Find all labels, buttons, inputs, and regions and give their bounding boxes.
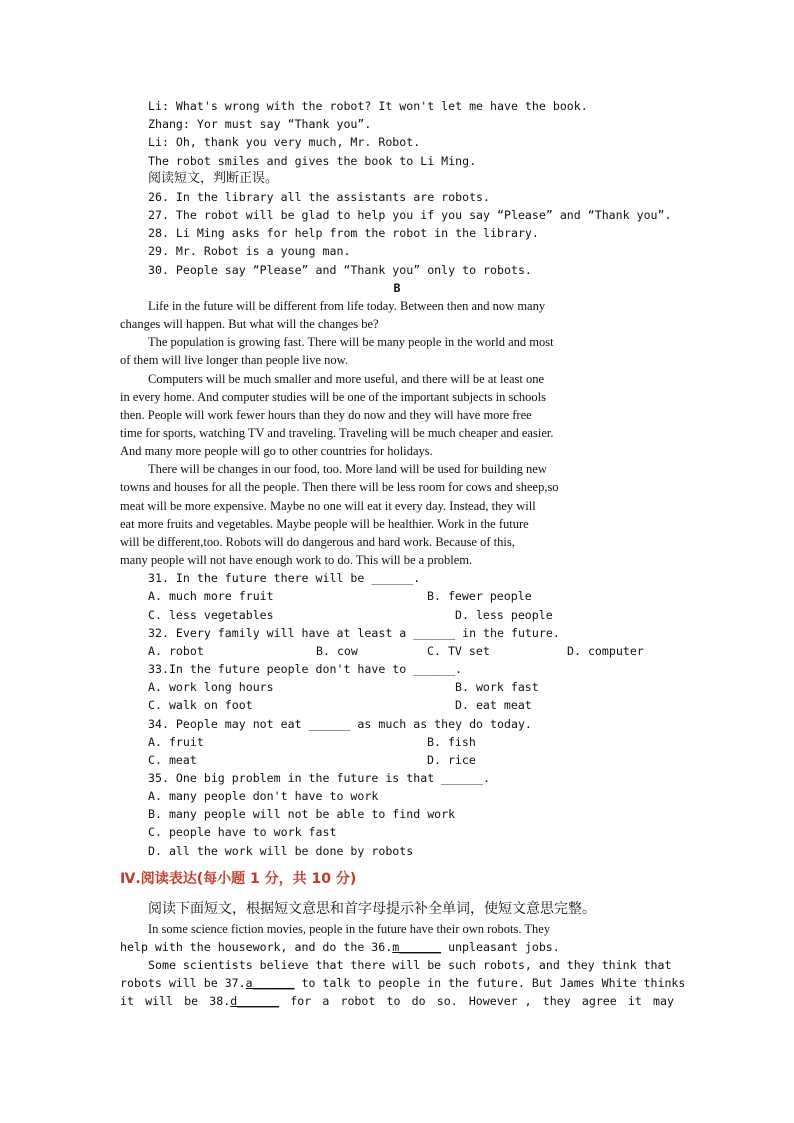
blank-37: a______ [245,976,295,990]
option-d: D. all the work will be done by robots [148,844,414,858]
question-stem: 34. People may not eat ______ as much as they do today. [148,717,532,731]
word: may [653,994,674,1008]
passage-line: in every home. And computer studies will be one of the important subjects in schools [120,390,546,404]
word: a [322,994,330,1008]
section-instruction: 阅读下面短文，根据短文意思和首字母提示补全单词，使短文意思完整。 [148,901,596,917]
passage-line: There will be changes in our food, too. More land will be used for building new [148,462,547,476]
option-b: B. cow [316,644,358,658]
tf-item: 26. In the library all the assistants are robots. [148,190,491,204]
passage-line: of them will live longer than people live now. [120,353,348,367]
word: for [290,994,312,1008]
passage-line: then. People will work fewer hours than they do now and they will have more free [120,408,532,422]
option-a: A. robot [148,644,204,658]
passage-line: meat will be more expensive. Maybe no one will eat it every day. Instead, they will [120,499,536,513]
word: do [411,994,426,1008]
passage-line: In some science fiction movies, people in the future have their own robots. They [148,922,551,936]
option-c: C. meat [148,753,197,767]
passage-line: time for sports, watching TV and traveling. Traveling will be much cheaper and easier. [120,426,554,440]
dialogue-line: The robot smiles and gives the book to Li Ming. [148,154,477,168]
option-a: A. fruit [148,735,204,749]
tf-instruction: 阅读短文，判断正误。 [148,171,279,186]
section-heading: Ⅳ.阅读表达(每小题 1 分，共 10 分) [120,871,357,887]
word: to [386,994,401,1008]
blank-36: m______ [392,940,442,954]
tf-item: 27. The robot will be glad to help you if you say “Please” and “Thank you”. [148,208,672,222]
tf-item: 29. Mr. Robot is a young man. [148,244,351,258]
option-c: C. walk on foot [148,698,253,712]
option-c: C. TV set [427,644,490,658]
dialogue-line: Li: What's wrong with the robot? It won't let me have the book. [148,99,588,113]
option-d: D. computer [567,644,644,658]
dialogue-line: Li: Oh, thank you very much, Mr. Robot. [148,135,421,149]
question-stem: 35. One big problem in the future is that ______. [148,771,491,785]
option-c: C. less vegetables [148,608,274,622]
option-d: D. less people [455,608,553,622]
option-c: C. people have to work fast [148,825,337,839]
word: However , [468,994,532,1008]
word: so. [436,994,458,1008]
passage-line-justified [120,992,674,1010]
option-d: D. eat meat [455,698,532,712]
section-b-label: B [393,281,401,295]
dialogue-line: Zhang: Yor must say “Thank you”. [148,117,372,131]
passage-line: will be different,too. Robots will do dangerous and hard work. Because of this, [120,535,515,549]
question-stem: 33.In the future people don't have to ______. [148,662,463,676]
text: to talk to people in the future. But James White thinks [294,976,686,990]
passage-line: And many more people will go to other countries for holidays. [120,444,433,458]
passage-line-with-blank [120,974,685,992]
passage-line: changes will happen. But what will the changes be? [120,317,379,331]
word: they [542,994,571,1008]
tf-item: 28. Li Ming asks for help from the robot in the library. [148,226,539,240]
word: will [145,994,174,1008]
passage-line: eat more fruits and vegetables. Maybe people will be healthier. Work in the future [120,517,529,531]
question-stem: 31. In the future there will be ______. [148,571,421,585]
word: be [184,994,199,1008]
tf-item: 30. People say “Please” and “Thank you” only to robots. [148,263,532,277]
passage-line: many people will not have enough work to do. This will be a problem. [120,553,473,567]
option-b: B. fish [427,735,476,749]
passage-line: Computers will be much smaller and more useful, and there will be at least one [148,372,545,386]
question-stem: 32. Every family will have at least a ______ in the future. [148,626,560,640]
option-a: A. much more fruit [148,589,274,603]
text: unpleasant jobs. [441,940,560,954]
passage-line: towns and houses for all the people. Then there will be less room for cows and sheep,so [120,480,559,494]
word: robot [340,994,376,1008]
text: help with the housework, and do the 36. [120,940,393,954]
option-d: D. rice [427,753,476,767]
text: robots will be 37. [120,976,246,990]
passage-line: Some scientists believe that there will be such robots, and they think that [148,958,672,972]
passage-line: Life in the future will be different from life today. Between then and now many [148,299,546,313]
word: agree [581,994,617,1008]
option-a: A. many people don't have to work [148,789,379,803]
blank-38: 38.d______ [209,994,280,1008]
option-b: B. many people will not be able to find work [148,807,456,821]
word: it [627,994,642,1008]
option-b: B. fewer people [427,589,532,603]
option-a: A. work long hours [148,680,274,694]
option-b: B. work fast [455,680,539,694]
passage-line-with-blank [120,938,560,956]
word: it [120,994,134,1008]
passage-line: The population is growing fast. There will be many people in the world and most [148,335,554,349]
